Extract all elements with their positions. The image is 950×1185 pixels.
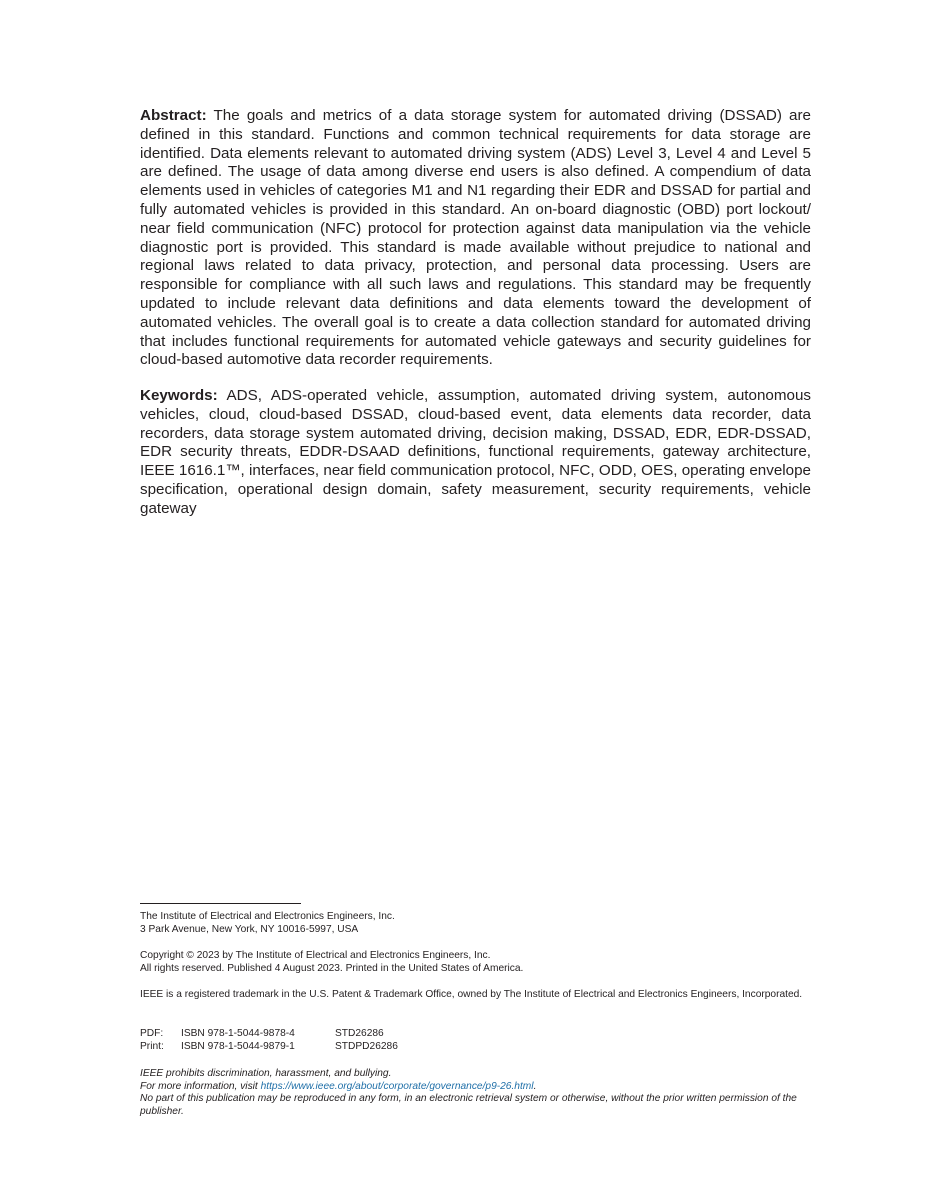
footer-divider xyxy=(140,903,301,904)
isbn-row-print xyxy=(140,1041,820,1054)
isbn-row-pdf xyxy=(140,1028,820,1041)
isbn-list xyxy=(140,1028,820,1053)
publisher-name: The Institute of Electrical and Electronics Engineers, Inc. xyxy=(140,911,395,922)
isbn-number: ISBN 978-1-5044-9879-1 xyxy=(181,1040,295,1052)
more-info-prefix: For more information, visit xyxy=(140,1080,261,1092)
isbn-number: ISBN 978-1-5044-9878-4 xyxy=(181,1028,295,1039)
legal-notice xyxy=(140,1068,815,1118)
rights-line: All rights reserved. Published 4 August 2023. Printed in the United States of America. xyxy=(140,962,524,974)
abstract-paragraph xyxy=(140,107,811,370)
publisher-info xyxy=(140,911,820,936)
more-info-line xyxy=(140,1081,815,1094)
keywords-section xyxy=(140,387,811,519)
abstract-heading: Abstract: xyxy=(140,107,207,124)
isbn-code: STDPD26286 xyxy=(335,1040,398,1052)
reproduction-notice: No part of this publication may be reproduced in any form, in an electronic retrieval system or otherwise, without the prior written permission of the publisher. xyxy=(140,1093,797,1117)
more-info-suffix: . xyxy=(533,1080,537,1092)
prohibits-line: IEEE prohibits discrimination, harassment, and bullying. xyxy=(140,1068,392,1079)
governance-link[interactable]: https://www.ieee.org/about/corporate/governance/p9-26.html xyxy=(260,1080,534,1092)
publisher-address: 3 Park Avenue, New York, NY 10016-5997, USA xyxy=(140,923,359,935)
isbn-format: PDF: xyxy=(140,1028,164,1039)
isbn-code: STD26286 xyxy=(335,1028,384,1039)
isbn-format: Print: xyxy=(140,1040,164,1052)
copyright-info xyxy=(140,950,820,975)
trademark-notice: IEEE is a registered trademark in the U.S. Patent & Trademark Office, owned by The Institute of Electrical and Electronics Engineers, Incorporated. xyxy=(140,989,803,1000)
keywords-heading: Keywords: xyxy=(140,387,218,404)
copyright-line: Copyright © 2023 by The Institute of Electrical and Electronics Engineers, Inc. xyxy=(140,950,491,961)
keywords-paragraph xyxy=(140,387,811,519)
abstract-section xyxy=(140,107,811,370)
abstract-text: The goals and metrics of a data storage system for automated driving (DSSAD) are defined in this standard. Functions and common technical requirements for data storage are identified. Data elements relevant to automated driving system (ADS) Level 3, Level 4 and Level 5 are defined. The usage of data among diverse end users is also defined. A compendium of data elements used in vehicles of categories M1 and N1 regarding their EDR and DSSAD for partial and fully automated vehicles is provided in this standard. An on-board diagnostic (OBD) port lockout/ near field communication (NFC) protocol for protection against data manipulation via the vehicle diagnostic port is provided. This standard is made available without prejudice to national and regional laws related to data privacy, protection, and personal data processing. Users are responsible for compliance with all such laws and regulations. This standard may be frequently updated to include relevant data definitions and data elements toward the development of automated vehicles. The overall goal is to create a data collection standard for automated driving that includes functional requirements for automated vehicle gateways and security guidelines for cloud-based automotive data recorder requirements. xyxy=(140,107,811,369)
keywords-text: ADS, ADS-operated vehicle, assumption, automated driving system, autonomous vehicles, cloud, cloud-based DSSAD, cloud-based event, data elements data recorder, data recorders, data storage system automated driving, decision making, DSSAD, EDR, EDR-DSSAD, EDR security threats, EDDR-DSAAD definitions, functional requirements, gateway architecture, IEEE 1616.1™, interfaces, near field communication protocol, NFC, ODD, OES, operating envelope specification, operational design domain, safety measurement, security requirements, vehicle gateway xyxy=(140,387,811,517)
